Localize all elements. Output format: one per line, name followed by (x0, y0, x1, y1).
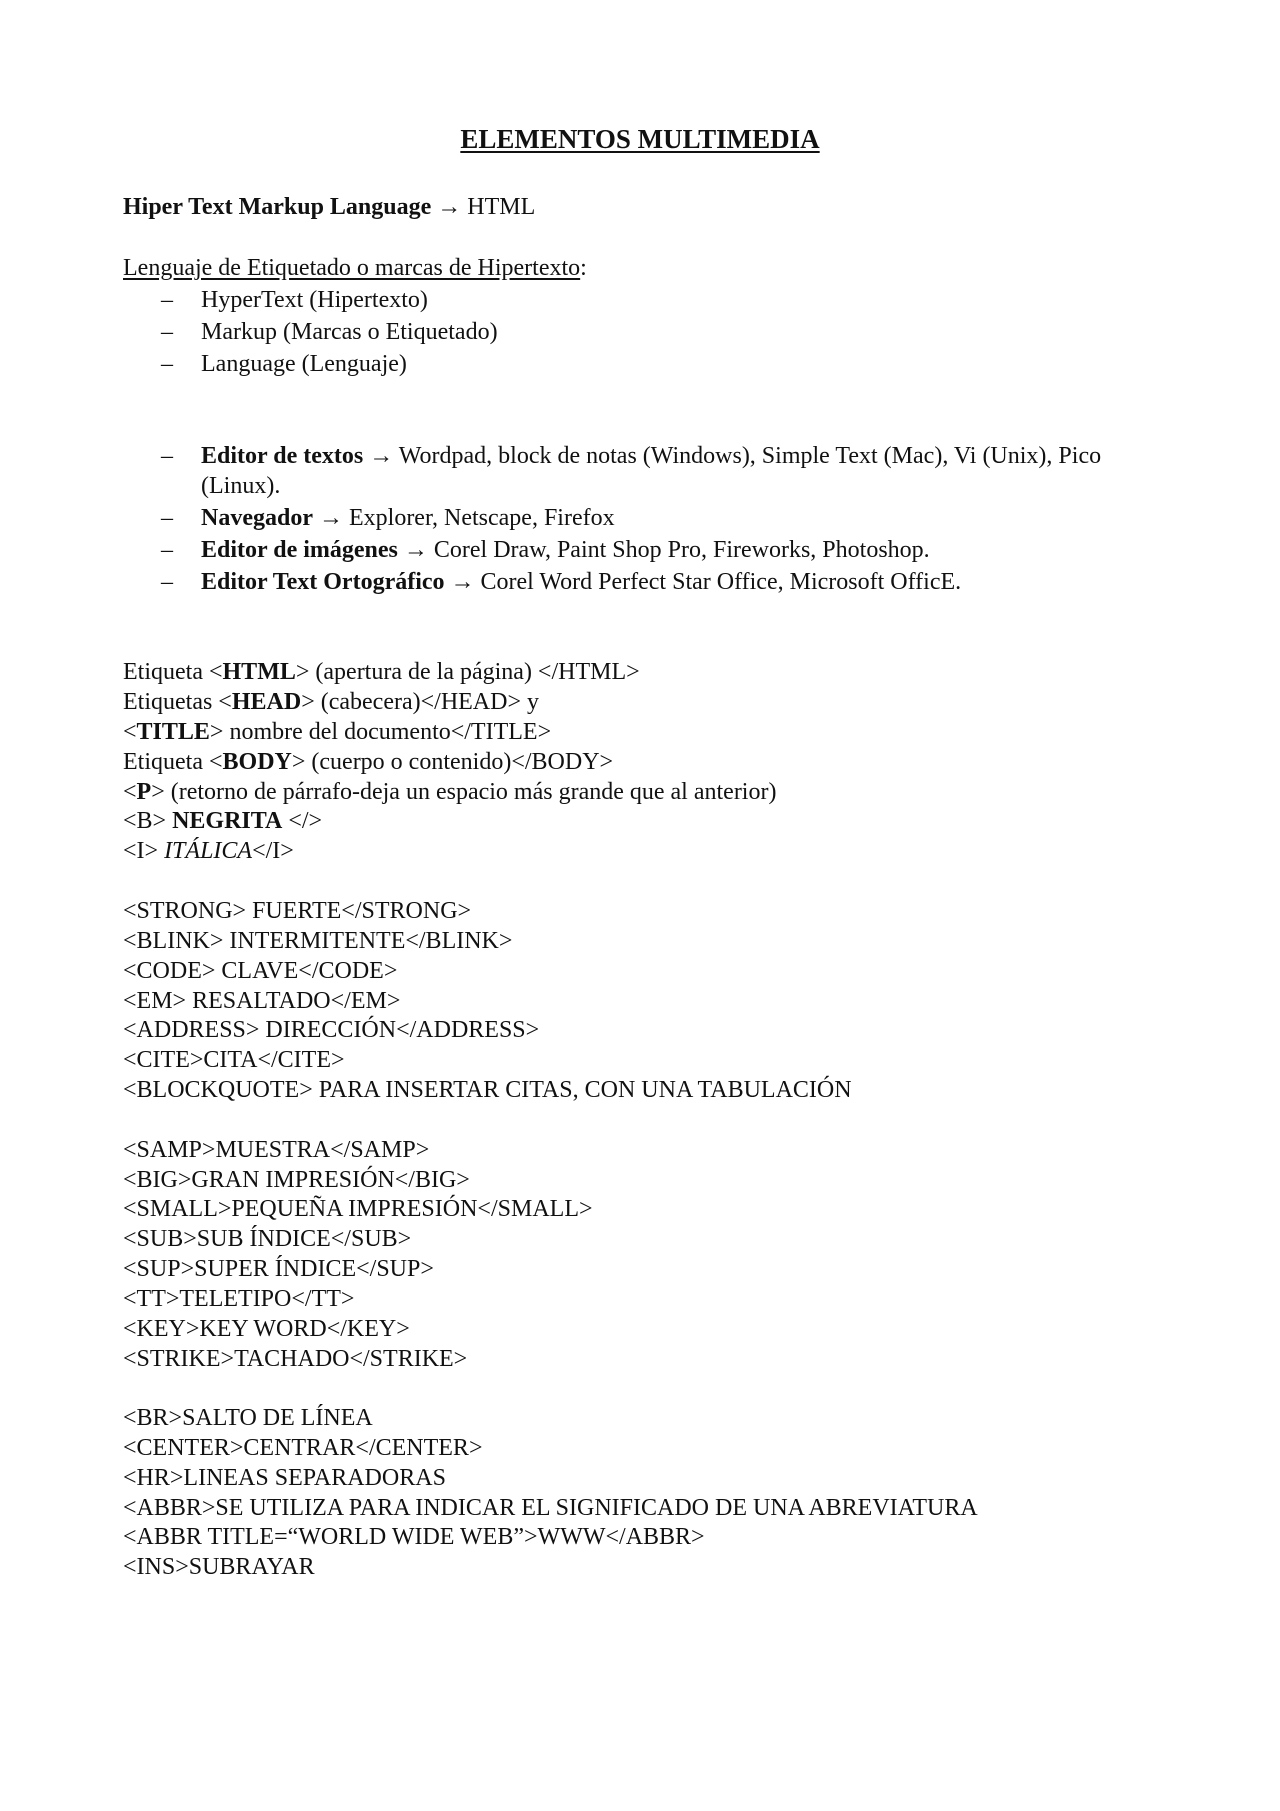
tag-bold: BODY (222, 749, 292, 775)
tag-line: <TT>TELETIPO</TT> (123, 1286, 355, 1312)
italic-tag-line (123, 836, 294, 866)
tag-italic: ITÁLICA (164, 838, 253, 864)
definition-colon: : (580, 255, 587, 281)
tag-line (123, 777, 776, 807)
tag-line: <HR>LINEAS SEPARADORAS (123, 1465, 446, 1491)
tag-pre: < (123, 719, 137, 745)
tag-line (123, 657, 640, 687)
tag-pre: < (123, 779, 137, 805)
intro-rest: → HTML (431, 194, 536, 220)
bold-tag-line (123, 806, 322, 836)
tool-desc: → Explorer, Netscape, Firefox (312, 505, 615, 531)
tag-bold: TITLE (136, 719, 210, 745)
tool-name: Editor de imágenes (201, 537, 398, 563)
tag-line: <BIG>GRAN IMPRESIÓN</BIG> (123, 1167, 470, 1193)
tag-line: <SUP>SUPER ÍNDICE</SUP> (123, 1256, 434, 1282)
definition-item: HyperText (Hipertexto) (201, 287, 428, 313)
tag-line: <EM> RESALTADO</EM> (123, 988, 401, 1014)
page-title: ELEMENTOS MULTIMEDIA (460, 124, 820, 154)
definition-item: Language (Lenguaje) (201, 351, 407, 377)
tag-post: > (retorno de párrafo-deja un espacio más grande que al anterior) (151, 779, 777, 805)
tag-line: <BLINK> INTERMITENTE</BLINK> (123, 928, 513, 954)
tool-item (201, 567, 961, 597)
intro-term: Hiper Text Markup Language (123, 194, 432, 220)
tag-line: <STRONG> FUERTE</STRONG> (123, 898, 472, 924)
tag-post: > nombre del documento</TITLE> (209, 719, 552, 745)
tool-desc: → Corel Draw, Paint Shop Pro, Fireworks, Photoshop. (397, 537, 930, 563)
tool-item (201, 503, 615, 533)
tag-bold: HEAD (231, 689, 302, 715)
tool-desc: → Wordpad, block de notas (Windows), Simple Text (Mac), Vi (Unix), Pico (Linux). (201, 443, 1102, 499)
dash-bullet: – (161, 287, 173, 313)
tag-line: <SAMP>MUESTRA</SAMP> (123, 1137, 430, 1163)
tag-line (123, 747, 613, 777)
tag-line: <CODE> CLAVE</CODE> (123, 958, 398, 984)
tool-name: Editor Text Ortográfico (201, 569, 445, 595)
dash-bullet: – (161, 569, 173, 595)
tag-line: <INS>SUBRAYAR (123, 1554, 315, 1580)
dash-bullet: – (161, 351, 173, 377)
tag-line: <BLOCKQUOTE> PARA INSERTAR CITAS, CON UNA TABULACIÓN (123, 1077, 852, 1103)
tag-pre: <I> (123, 838, 165, 864)
tool-desc: → Corel Word Perfect Star Office, Microsoft OfficE. (444, 569, 962, 595)
tag-line: <ABBR>SE UTILIZA PARA INDICAR EL SIGNIFICADO DE UNA ABREVIATURA (123, 1495, 978, 1521)
tool-item (201, 441, 1161, 501)
definition-heading (123, 253, 587, 283)
tag-pre: Etiqueta < (123, 659, 223, 685)
definition-underlined: Lenguaje de Etiquetado o marcas de Hipertexto (123, 255, 581, 281)
tag-line (123, 687, 539, 717)
tool-name: Editor de textos (201, 443, 364, 469)
tag-line: <SUB>SUB ÍNDICE</SUB> (123, 1226, 412, 1252)
dash-bullet: – (161, 443, 173, 469)
tag-line: <ADDRESS> DIRECCIÓN</ADDRESS> (123, 1017, 540, 1043)
tag-line: <ABBR TITLE=“WORLD WIDE WEB”>WWW</ABBR> (123, 1524, 705, 1550)
tag-line: <CITE>CITA</CITE> (123, 1047, 345, 1073)
tag-post: > (apertura de la página) </HTML> (295, 659, 640, 685)
tag-line (123, 717, 551, 747)
tag-pre: Etiquetas < (123, 689, 232, 715)
tag-post: > (cabecera)</HEAD> y (301, 689, 540, 715)
dash-bullet: – (161, 505, 173, 531)
definition-item: Markup (Marcas o Etiquetado) (201, 319, 498, 345)
tool-name: Navegador (201, 505, 313, 531)
tool-item (201, 535, 930, 565)
tag-pre: Etiqueta < (123, 749, 223, 775)
tag-line: <BR>SALTO DE LÍNEA (123, 1405, 373, 1431)
tag-line: <STRIKE>TACHADO</STRIKE> (123, 1346, 468, 1372)
tag-line: <KEY>KEY WORD</KEY> (123, 1316, 410, 1342)
tag-bold: HTML (222, 659, 296, 685)
tag-post: </I> (252, 838, 294, 864)
intro-line (123, 192, 535, 222)
tag-bold: NEGRITA (172, 808, 283, 834)
tag-bold: P (136, 779, 152, 805)
tag-pre: <B> (123, 808, 173, 834)
dash-bullet: – (161, 537, 173, 563)
tag-post: </> (282, 808, 323, 834)
dash-bullet: – (161, 319, 173, 345)
tag-post: > (cuerpo o contenido)</BODY> (291, 749, 614, 775)
tag-line: <SMALL>PEQUEÑA IMPRESIÓN</SMALL> (123, 1196, 593, 1222)
tag-line: <CENTER>CENTRAR</CENTER> (123, 1435, 483, 1461)
